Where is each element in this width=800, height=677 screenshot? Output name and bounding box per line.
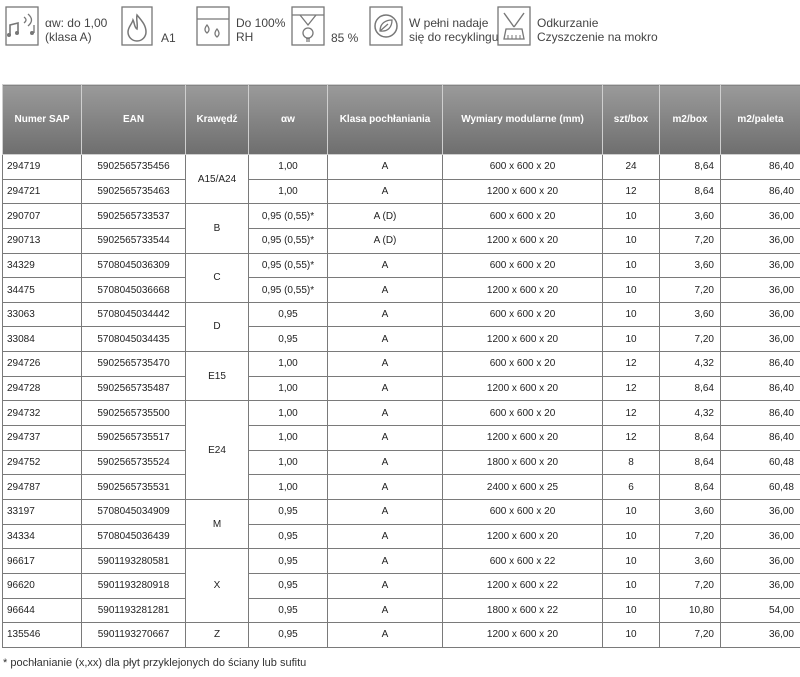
- cell-dimensions: 600 x 600 x 20: [443, 401, 603, 426]
- cell-m2-per-box: 10,80: [660, 598, 721, 623]
- table-row: [3, 401, 800, 426]
- cell-absorption-class: A: [328, 179, 443, 204]
- cell-aw: 1,00: [249, 401, 328, 426]
- cell-dimensions: 1200 x 600 x 20: [443, 278, 603, 303]
- cell-pieces-per-box: 10: [603, 228, 660, 253]
- cell-edge: C: [186, 253, 249, 302]
- feature-light-reflection: [290, 5, 358, 51]
- table-row: [3, 450, 800, 475]
- feature-text-line2: się do recyklingu: [409, 30, 499, 44]
- cell-dimensions: 1200 x 600 x 20: [443, 327, 603, 352]
- cell-aw: 0,95 (0,55)*: [249, 253, 328, 278]
- table-row: [3, 352, 800, 377]
- fire-flame-icon: [120, 5, 158, 47]
- cell-ean: 5902565735487: [82, 376, 186, 401]
- cleaning-icon: [496, 5, 534, 47]
- feature-text-line1: αw: do 1,00: [45, 16, 108, 30]
- cell-sap: 135546: [3, 623, 82, 648]
- cell-m2-per-pallet: 86,40: [721, 376, 800, 401]
- table-row: [3, 278, 800, 303]
- column-header: Krawędź: [186, 85, 249, 155]
- cell-absorption-class: A: [328, 499, 443, 524]
- cell-dimensions: 1800 x 600 x 22: [443, 598, 603, 623]
- cell-pieces-per-box: 12: [603, 376, 660, 401]
- table-row: [3, 228, 800, 253]
- cell-dimensions: 1200 x 600 x 20: [443, 426, 603, 451]
- table-row: [3, 598, 800, 623]
- cell-absorption-class: A: [328, 401, 443, 426]
- column-header: Klasa pochłaniania: [328, 85, 443, 155]
- footnote: * pochłanianie (x,xx) dla płyt przyklejonych do ściany lub sufitu: [3, 657, 307, 669]
- cell-ean: 5708045036668: [82, 278, 186, 303]
- cell-sap: 96617: [3, 549, 82, 574]
- cell-ean: 5901193270667: [82, 623, 186, 648]
- cell-absorption-class: A (D): [328, 204, 443, 229]
- cell-m2-per-box: 8,64: [660, 376, 721, 401]
- cell-pieces-per-box: 10: [603, 302, 660, 327]
- cell-edge: E15: [186, 352, 249, 401]
- cell-ean: 5708045034442: [82, 302, 186, 327]
- cell-absorption-class: A: [328, 623, 443, 648]
- cell-pieces-per-box: 10: [603, 598, 660, 623]
- cell-m2-per-pallet: 36,00: [721, 204, 800, 229]
- cell-pieces-per-box: 10: [603, 499, 660, 524]
- cell-sap: 294787: [3, 475, 82, 500]
- cell-m2-per-pallet: 86,40: [721, 401, 800, 426]
- cell-pieces-per-box: 10: [603, 204, 660, 229]
- cell-m2-per-pallet: 86,40: [721, 155, 800, 180]
- column-header: Numer SAP: [3, 85, 82, 155]
- cell-aw: 0,95: [249, 327, 328, 352]
- cell-pieces-per-box: 12: [603, 352, 660, 377]
- cell-m2-per-pallet: 36,00: [721, 253, 800, 278]
- humidity-icon: [195, 5, 233, 47]
- cell-dimensions: 1200 x 600 x 20: [443, 228, 603, 253]
- cell-pieces-per-box: 10: [603, 253, 660, 278]
- cell-dimensions: 1200 x 600 x 20: [443, 376, 603, 401]
- product-table: [2, 84, 800, 648]
- cell-m2-per-pallet: 36,00: [721, 524, 800, 549]
- table-row: [3, 376, 800, 401]
- cell-aw: 1,00: [249, 179, 328, 204]
- cell-pieces-per-box: 10: [603, 278, 660, 303]
- cell-absorption-class: A: [328, 155, 443, 180]
- cell-m2-per-pallet: 36,00: [721, 302, 800, 327]
- cell-m2-per-pallet: 36,00: [721, 499, 800, 524]
- cell-absorption-class: A: [328, 549, 443, 574]
- cell-aw: 0,95: [249, 623, 328, 648]
- cell-sap: 294737: [3, 426, 82, 451]
- cell-dimensions: 600 x 600 x 20: [443, 499, 603, 524]
- light-reflection-icon: [290, 5, 328, 47]
- cell-ean: 5708045034435: [82, 327, 186, 352]
- feature-text-line2: Czyszczenie na mokro: [537, 30, 658, 44]
- cell-dimensions: 600 x 600 x 22: [443, 549, 603, 574]
- cell-m2-per-box: 7,20: [660, 228, 721, 253]
- cell-ean: 5708045036309: [82, 253, 186, 278]
- cell-aw: 1,00: [249, 426, 328, 451]
- cell-dimensions: 1200 x 600 x 20: [443, 524, 603, 549]
- table-row: [3, 327, 800, 352]
- table-row: [3, 573, 800, 598]
- cell-ean: 5901193280581: [82, 549, 186, 574]
- cell-aw: 0,95: [249, 524, 328, 549]
- cell-m2-per-box: 7,20: [660, 524, 721, 549]
- cell-absorption-class: A: [328, 475, 443, 500]
- cell-dimensions: 1200 x 600 x 20: [443, 179, 603, 204]
- table-row: [3, 179, 800, 204]
- cell-sap: 33084: [3, 327, 82, 352]
- cell-absorption-class: A: [328, 253, 443, 278]
- cell-m2-per-pallet: 60,48: [721, 450, 800, 475]
- table-row: [3, 155, 800, 180]
- cell-aw: 0,95: [249, 573, 328, 598]
- cell-pieces-per-box: 12: [603, 401, 660, 426]
- column-header: Wymiary modularne (mm): [443, 85, 603, 155]
- cell-ean: 5708045034909: [82, 499, 186, 524]
- cell-ean: 5901193280918: [82, 573, 186, 598]
- feature-text-line2: RH: [236, 30, 254, 44]
- cell-pieces-per-box: 24: [603, 155, 660, 180]
- cell-m2-per-pallet: 36,00: [721, 549, 800, 574]
- cell-ean: 5902565733537: [82, 204, 186, 229]
- cell-sap: 34475: [3, 278, 82, 303]
- feature-text-line1: Odkurzanie: [537, 16, 599, 30]
- feature-cleaning: [496, 5, 658, 51]
- feature-fire-class: [120, 5, 176, 51]
- cell-dimensions: 2400 x 600 x 25: [443, 475, 603, 500]
- cell-m2-per-box: 3,60: [660, 204, 721, 229]
- feature-text-line1: W pełni nadaje: [409, 16, 489, 30]
- cell-dimensions: 600 x 600 x 20: [443, 204, 603, 229]
- cell-aw: 0,95 (0,55)*: [249, 278, 328, 303]
- cell-edge: M: [186, 499, 249, 548]
- cell-sap: 294732: [3, 401, 82, 426]
- table-header-row: [3, 85, 800, 155]
- cell-ean: 5902565735500: [82, 401, 186, 426]
- table-row: [3, 204, 800, 229]
- cell-sap: 294721: [3, 179, 82, 204]
- cell-m2-per-box: 7,20: [660, 278, 721, 303]
- cell-m2-per-box: 4,32: [660, 352, 721, 377]
- cell-sap: 290713: [3, 228, 82, 253]
- table-row: [3, 253, 800, 278]
- table-row: [3, 302, 800, 327]
- cell-pieces-per-box: 10: [603, 549, 660, 574]
- cell-absorption-class: A: [328, 573, 443, 598]
- cell-pieces-per-box: 8: [603, 450, 660, 475]
- cell-absorption-class: A: [328, 327, 443, 352]
- cell-sap: 294728: [3, 376, 82, 401]
- cell-m2-per-pallet: 86,40: [721, 426, 800, 451]
- feature-sound-absorption: [4, 5, 107, 51]
- table-row: [3, 549, 800, 574]
- cell-m2-per-box: 3,60: [660, 253, 721, 278]
- cell-edge: E24: [186, 401, 249, 500]
- cell-absorption-class: A: [328, 524, 443, 549]
- cell-edge: A15/A24: [186, 155, 249, 204]
- cell-sap: 96644: [3, 598, 82, 623]
- cell-m2-per-pallet: 36,00: [721, 623, 800, 648]
- cell-m2-per-box: 8,64: [660, 450, 721, 475]
- feature-text-line1: 85 %: [331, 31, 359, 45]
- sound-absorption-icon: [4, 5, 42, 47]
- cell-m2-per-pallet: 60,48: [721, 475, 800, 500]
- cell-pieces-per-box: 12: [603, 426, 660, 451]
- cell-aw: 1,00: [249, 376, 328, 401]
- cell-aw: 0,95 (0,55)*: [249, 228, 328, 253]
- cell-dimensions: 1200 x 600 x 20: [443, 623, 603, 648]
- cell-pieces-per-box: 12: [603, 179, 660, 204]
- cell-ean: 5708045036439: [82, 524, 186, 549]
- cell-aw: 1,00: [249, 450, 328, 475]
- cell-dimensions: 600 x 600 x 20: [443, 302, 603, 327]
- cell-m2-per-box: 8,64: [660, 426, 721, 451]
- cell-sap: 96620: [3, 573, 82, 598]
- cell-aw: 1,00: [249, 475, 328, 500]
- cell-m2-per-box: 7,20: [660, 623, 721, 648]
- cell-m2-per-pallet: 36,00: [721, 278, 800, 303]
- cell-dimensions: 600 x 600 x 20: [443, 352, 603, 377]
- cell-dimensions: 600 x 600 x 20: [443, 155, 603, 180]
- cell-m2-per-pallet: 54,00: [721, 598, 800, 623]
- cell-sap: 290707: [3, 204, 82, 229]
- feature-text-line1: A1: [161, 31, 176, 45]
- cell-ean: 5902565735517: [82, 426, 186, 451]
- cell-edge: Z: [186, 623, 249, 648]
- cell-m2-per-pallet: 86,40: [721, 352, 800, 377]
- cell-m2-per-pallet: 86,40: [721, 179, 800, 204]
- cell-absorption-class: A: [328, 376, 443, 401]
- cell-m2-per-box: 4,32: [660, 401, 721, 426]
- cell-edge: B: [186, 204, 249, 253]
- cell-m2-per-box: 8,64: [660, 179, 721, 204]
- cell-ean: 5902565735470: [82, 352, 186, 377]
- cell-pieces-per-box: 10: [603, 623, 660, 648]
- feature-text-line1: Do 100%: [236, 16, 286, 30]
- column-header: αw: [249, 85, 328, 155]
- cell-aw: 1,00: [249, 352, 328, 377]
- cell-edge: D: [186, 302, 249, 351]
- cell-ean: 5901193281281: [82, 598, 186, 623]
- feature-icon-bar: [0, 0, 800, 60]
- feature-text-line2: (klasa A): [45, 30, 92, 44]
- cell-edge: X: [186, 549, 249, 623]
- cell-absorption-class: A (D): [328, 228, 443, 253]
- cell-m2-per-pallet: 36,00: [721, 327, 800, 352]
- cell-m2-per-pallet: 36,00: [721, 228, 800, 253]
- column-header: EAN: [82, 85, 186, 155]
- column-header: m2/paleta: [721, 85, 800, 155]
- cell-absorption-class: A: [328, 302, 443, 327]
- feature-humidity: [195, 5, 285, 51]
- cell-ean: 5902565735463: [82, 179, 186, 204]
- cell-m2-per-box: 3,60: [660, 499, 721, 524]
- cell-sap: 294719: [3, 155, 82, 180]
- table-row: [3, 499, 800, 524]
- cell-sap: 294726: [3, 352, 82, 377]
- cell-sap: 33197: [3, 499, 82, 524]
- table-row: [3, 623, 800, 648]
- cell-ean: 5902565735456: [82, 155, 186, 180]
- cell-dimensions: 600 x 600 x 20: [443, 253, 603, 278]
- cell-aw: 0,95: [249, 598, 328, 623]
- table-row: [3, 426, 800, 451]
- feature-recycling: [368, 5, 498, 51]
- table-row: [3, 524, 800, 549]
- cell-ean: 5902565735531: [82, 475, 186, 500]
- cell-pieces-per-box: 10: [603, 524, 660, 549]
- cell-m2-per-box: 3,60: [660, 302, 721, 327]
- cell-aw: 0,95: [249, 499, 328, 524]
- cell-sap: 34334: [3, 524, 82, 549]
- cell-aw: 0,95: [249, 302, 328, 327]
- cell-aw: 1,00: [249, 155, 328, 180]
- column-header: szt/box: [603, 85, 660, 155]
- column-header: m2/box: [660, 85, 721, 155]
- cell-sap: 33063: [3, 302, 82, 327]
- cell-m2-per-box: 7,20: [660, 327, 721, 352]
- cell-sap: 294752: [3, 450, 82, 475]
- cell-dimensions: 1800 x 600 x 20: [443, 450, 603, 475]
- cell-absorption-class: A: [328, 352, 443, 377]
- cell-absorption-class: A: [328, 598, 443, 623]
- cell-m2-per-box: 3,60: [660, 549, 721, 574]
- cell-sap: 34329: [3, 253, 82, 278]
- table-body: [3, 155, 800, 648]
- cell-dimensions: 1200 x 600 x 22: [443, 573, 603, 598]
- cell-ean: 5902565735524: [82, 450, 186, 475]
- cell-pieces-per-box: 10: [603, 327, 660, 352]
- cell-m2-per-box: 8,64: [660, 475, 721, 500]
- cell-absorption-class: A: [328, 278, 443, 303]
- cell-absorption-class: A: [328, 450, 443, 475]
- cell-pieces-per-box: 6: [603, 475, 660, 500]
- cell-m2-per-box: 7,20: [660, 573, 721, 598]
- cell-m2-per-box: 8,64: [660, 155, 721, 180]
- table-row: [3, 475, 800, 500]
- cell-aw: 0,95 (0,55)*: [249, 204, 328, 229]
- cell-absorption-class: A: [328, 426, 443, 451]
- cell-aw: 0,95: [249, 549, 328, 574]
- recycling-leaf-icon: [368, 5, 406, 47]
- cell-ean: 5902565733544: [82, 228, 186, 253]
- cell-pieces-per-box: 10: [603, 573, 660, 598]
- cell-m2-per-pallet: 36,00: [721, 573, 800, 598]
